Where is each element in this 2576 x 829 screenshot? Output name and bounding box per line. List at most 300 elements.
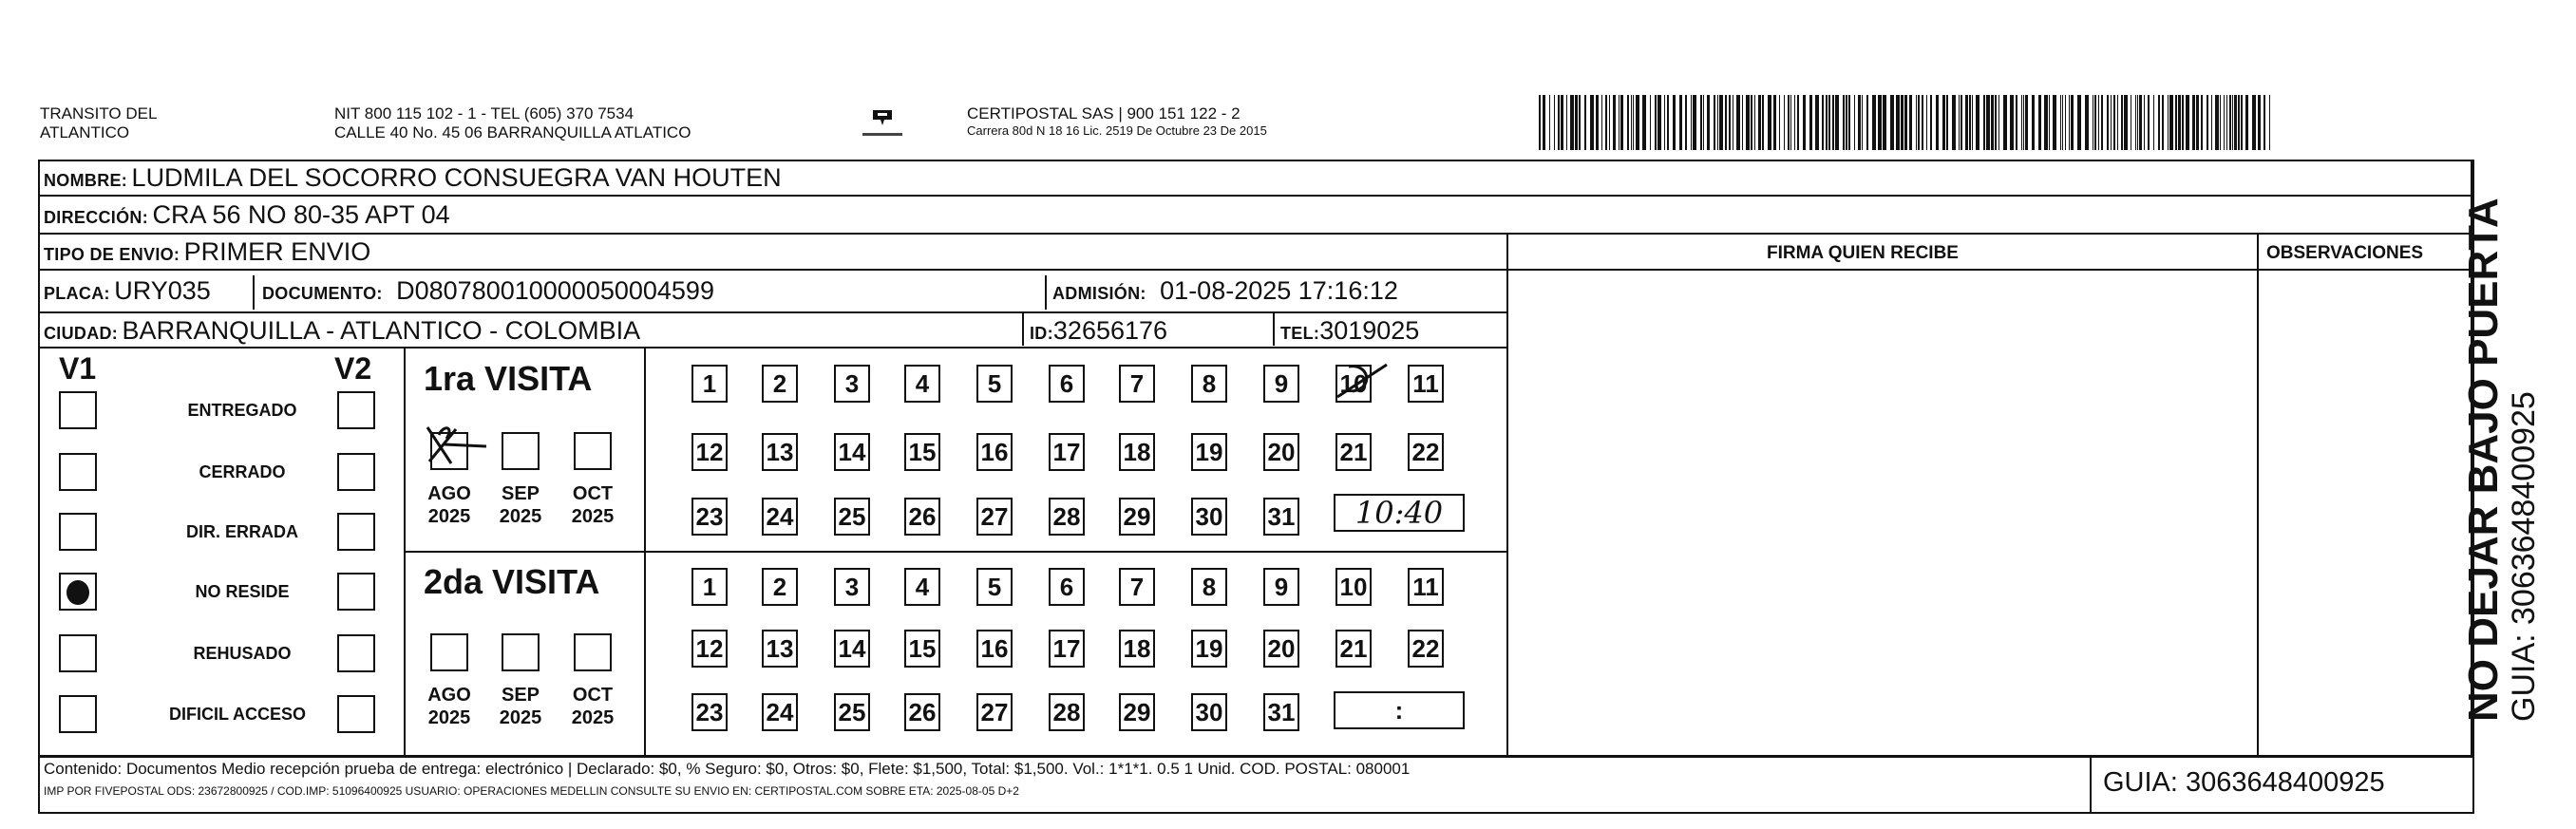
- day-box-1-20[interactable]: 20: [1263, 630, 1299, 668]
- barcode-bar: [1657, 95, 1661, 150]
- day-box-0-25[interactable]: 25: [834, 498, 870, 536]
- month-checkbox-1-1[interactable]: [502, 633, 540, 671]
- barcode-bar: [2220, 95, 2221, 150]
- barcode-bar: [1754, 95, 1755, 150]
- day-box-1-21[interactable]: 21: [1335, 630, 1372, 668]
- day-box-1-19[interactable]: 19: [1191, 630, 1227, 668]
- barcode-bar: [2245, 95, 2248, 150]
- barcode-bar: [2137, 95, 2138, 150]
- nit-line1: NIT 800 115 102 - 1 - TEL (605) 370 7534: [334, 104, 635, 122]
- barcode-bar: [2234, 95, 2237, 150]
- carrier-info: [967, 104, 1267, 139]
- barcode-bar: [1575, 95, 1578, 150]
- ciudad-field: [44, 316, 640, 346]
- barcode-bar: [2003, 95, 2007, 150]
- month-name: AGO: [427, 483, 471, 504]
- ciudad-label: CIUDAD:: [44, 324, 119, 343]
- day-box-0-6[interactable]: 6: [1049, 365, 1085, 403]
- day-box-1-29[interactable]: 29: [1119, 693, 1155, 731]
- tel-label: TEL:: [1280, 324, 1320, 343]
- barcode-bar: [1916, 95, 1917, 150]
- documento-field: [262, 276, 714, 306]
- month-label-0-0: [423, 482, 476, 528]
- second-visit-time: :: [1334, 691, 1465, 729]
- month-year: 2025: [427, 707, 471, 728]
- barcode-bar: [1579, 95, 1581, 150]
- day-box-1-12[interactable]: 12: [691, 630, 728, 668]
- barcode-bar: [1729, 95, 1731, 150]
- barcode-bar: [2269, 95, 2270, 150]
- barcode-bar: [2215, 95, 2219, 150]
- barcode-bar: [1566, 95, 1567, 150]
- barcode-bar: [1693, 95, 1696, 150]
- v1-checkbox-2[interactable]: [59, 513, 97, 551]
- day-box-0-22[interactable]: 22: [1408, 433, 1444, 471]
- day-box-0-30[interactable]: 30: [1191, 498, 1227, 536]
- barcode-bar: [1714, 95, 1715, 150]
- day-box-1-4[interactable]: 4: [904, 568, 940, 606]
- barcode-bar: [2038, 95, 2041, 150]
- barcode-bar: [2263, 95, 2265, 150]
- barcode-bar: [1655, 95, 1657, 150]
- v2-checkbox-3[interactable]: [337, 573, 375, 611]
- day-box-1-8[interactable]: 8: [1191, 568, 1227, 606]
- sender-name: [40, 104, 157, 142]
- barcode-bar: [2158, 95, 2160, 150]
- barcode-bar: [1803, 95, 1806, 150]
- day-box-1-17[interactable]: 17: [1049, 630, 1085, 668]
- barcode-bar: [1613, 95, 1616, 150]
- day-box-1-3[interactable]: 3: [834, 568, 870, 606]
- barcode-bar: [1788, 95, 1790, 150]
- direccion-row: [44, 200, 450, 230]
- day-box-1-25[interactable]: 25: [834, 693, 870, 731]
- barcode-bar: [2207, 95, 2208, 150]
- handwritten-check-ago: [418, 418, 494, 475]
- tipo-label: TIPO DE ENVIO:: [44, 245, 180, 264]
- barcode-bar: [1790, 95, 1791, 150]
- barcode-bar: [2044, 95, 2048, 150]
- barcode-bar: [1717, 95, 1718, 150]
- day-box-0-14[interactable]: 14: [834, 433, 870, 471]
- barcode-bar: [1554, 95, 1555, 150]
- barcode-bar: [1758, 95, 1761, 150]
- month-name: OCT: [572, 685, 614, 706]
- day-box-1-26[interactable]: 26: [904, 693, 940, 731]
- barcode-bar: [1561, 95, 1563, 150]
- barcode-bar: [1976, 95, 1979, 150]
- month-label-0-2: [566, 482, 619, 528]
- barcode-bar: [2025, 95, 2028, 150]
- barcode-bar: [1846, 95, 1847, 150]
- month-name: SEP: [501, 483, 540, 504]
- barcode-bar: [1858, 95, 1861, 150]
- barcode-bar: [1843, 95, 1845, 150]
- barcode-bar: [2124, 95, 2128, 150]
- day-box-0-11[interactable]: 11: [1408, 365, 1444, 403]
- nombre-row: [44, 163, 782, 193]
- carrier-line2: Carrera 80d N 18 16 Lic. 2519 De Octubre 23 De 2015: [967, 123, 1267, 138]
- status-label-3: NO RESIDE: [195, 582, 290, 601]
- day-box-0-8[interactable]: 8: [1191, 365, 1227, 403]
- admision-field: [1052, 276, 1398, 306]
- barcode-bar: [1742, 95, 1743, 150]
- month-checkbox-0-1[interactable]: [502, 432, 540, 470]
- barcode-bar: [1866, 95, 1868, 150]
- barcode-bar: [2060, 95, 2061, 150]
- day-box-0-10[interactable]: 10: [1335, 365, 1372, 403]
- barcode-bar: [2169, 95, 2173, 150]
- barcode-bar: [2252, 95, 2256, 150]
- day-box-1-10[interactable]: 10: [1335, 568, 1372, 606]
- barcode-bar: [1751, 95, 1752, 150]
- barcode-bar: [1558, 95, 1560, 150]
- barcode-bar: [1667, 95, 1669, 150]
- id-value: 32656176: [1052, 316, 1168, 345]
- day-box-0-17[interactable]: 17: [1049, 433, 1085, 471]
- firma-header: FIRMA QUIEN RECIBE: [1767, 243, 1959, 263]
- barcode-bar: [1942, 95, 1945, 150]
- day-box-1-2[interactable]: 2: [762, 568, 798, 606]
- sender-line2: ATLANTICO: [40, 123, 130, 141]
- barcode-bar: [1918, 95, 1920, 150]
- barcode-bar: [1909, 95, 1912, 150]
- day-box-0-21[interactable]: 21: [1335, 433, 1372, 471]
- day-box-0-12[interactable]: 12: [691, 433, 728, 471]
- v2-checkbox-2[interactable]: [337, 513, 375, 551]
- v1-filled-mark: [66, 580, 89, 605]
- v2-header: V2: [334, 351, 372, 386]
- barcode-bar: [2113, 95, 2115, 150]
- day-box-0-19[interactable]: 19: [1191, 433, 1227, 471]
- v1-checkbox-3[interactable]: [59, 573, 97, 611]
- barcode-bar: [2085, 95, 2089, 150]
- barcode-bar: [2016, 95, 2017, 150]
- barcode-bar: [2111, 95, 2112, 150]
- barcode-bar: [2211, 95, 2212, 150]
- day-box-1-1[interactable]: 1: [691, 568, 728, 606]
- barcode-bar: [1826, 95, 1828, 150]
- month-year: 2025: [499, 506, 542, 527]
- first-visit-title: 1ra VISITA: [424, 359, 593, 398]
- barcode-bar: [2241, 95, 2243, 150]
- barcode-bar: [2148, 95, 2150, 150]
- barcode-bar: [1969, 95, 1971, 150]
- day-box-0-15[interactable]: 15: [904, 433, 940, 471]
- barcode-bar: [1633, 95, 1634, 150]
- barcode-bar: [2232, 95, 2233, 150]
- barcode-bar: [1901, 95, 1904, 150]
- day-box-0-24[interactable]: 24: [762, 498, 798, 536]
- barcode-bar: [2094, 95, 2096, 150]
- barcode-bar: [1685, 95, 1687, 150]
- tipo-value: PRIMER ENVIO: [183, 237, 371, 266]
- barcode-bar: [2144, 95, 2145, 150]
- barcode-bar: [1605, 95, 1607, 150]
- day-box-1-18[interactable]: 18: [1119, 630, 1155, 668]
- day-box-1-28[interactable]: 28: [1049, 693, 1085, 731]
- barcode-bar: [1946, 95, 1948, 150]
- status-label-5: DIFICIL ACCESO: [168, 705, 306, 724]
- barcode-bar: [2107, 95, 2109, 150]
- v1-checkbox-1[interactable]: [59, 453, 97, 491]
- barcode-bar: [1549, 95, 1550, 150]
- status-label-0: ENTREGADO: [187, 401, 297, 420]
- month-label-1-0: [423, 684, 476, 729]
- barcode-bar: [1762, 95, 1764, 150]
- side-guia: GUIA: 3063648400925: [2506, 391, 2542, 722]
- barcode-bar: [2162, 95, 2164, 150]
- v2-checkbox-4[interactable]: [337, 634, 375, 672]
- day-box-0-5[interactable]: 5: [976, 365, 1013, 403]
- day-box-0-9[interactable]: 9: [1263, 365, 1299, 403]
- barcode-bar: [1952, 95, 1956, 150]
- barcode-bar: [1590, 95, 1594, 150]
- barcode-bar: [1691, 95, 1692, 150]
- day-box-1-15[interactable]: 15: [904, 630, 940, 668]
- barcode-bar: [1883, 95, 1886, 150]
- day-box-0-13[interactable]: 13: [762, 433, 798, 471]
- barcode-bar: [1854, 95, 1855, 150]
- barcode-bar: [2023, 95, 2024, 150]
- barcode-bar: [1986, 95, 1990, 150]
- day-box-1-14[interactable]: 14: [834, 630, 870, 668]
- status-label-1: CERRADO: [199, 462, 286, 481]
- v1-checkbox-5[interactable]: [59, 695, 97, 733]
- barcode-bar: [1773, 95, 1776, 150]
- second-visit-title: 2da VISITA: [424, 562, 600, 601]
- barcode-bar: [1998, 95, 1999, 150]
- barcode-bar: [1736, 95, 1740, 150]
- barcode-bar: [1872, 95, 1876, 150]
- status-label-2: DIR. ERRADA: [185, 522, 298, 541]
- day-box-1-22[interactable]: 22: [1408, 630, 1444, 668]
- v2-checkbox-1[interactable]: [337, 453, 375, 491]
- barcode-bar: [1707, 95, 1710, 150]
- barcode-bar: [2053, 95, 2056, 150]
- barcode-bar: [1959, 95, 1960, 150]
- placa-label: PLACA:: [44, 284, 110, 303]
- month-label-1-2: [566, 684, 619, 729]
- barcode-bar: [1828, 95, 1830, 150]
- barcode-bar: [1642, 95, 1646, 150]
- barcode-bar: [2238, 95, 2240, 150]
- barcode-bar: [2175, 95, 2177, 150]
- month-checkbox-1-2[interactable]: [574, 633, 612, 671]
- barcode-bar: [2010, 95, 2014, 150]
- barcode-bar: [2032, 95, 2035, 150]
- ciudad-value: BARRANQUILLA - ATLANTICO - COLOMBIA: [122, 316, 641, 345]
- day-box-0-3[interactable]: 3: [834, 365, 870, 403]
- day-box-0-2[interactable]: 2: [762, 365, 798, 403]
- barcode-bar: [1768, 95, 1771, 150]
- barcode-bar: [2153, 95, 2154, 150]
- day-box-0-16[interactable]: 16: [976, 433, 1013, 471]
- barcode-bar: [1926, 95, 1927, 150]
- id-label: ID:: [1030, 324, 1053, 343]
- barcode-bar: [1972, 95, 1973, 150]
- day-box-1-5[interactable]: 5: [976, 568, 1013, 606]
- day-box-0-31[interactable]: 31: [1263, 498, 1299, 536]
- barcode-bar: [2065, 95, 2066, 150]
- day-box-1-30[interactable]: 30: [1191, 693, 1227, 731]
- barcode-bar: [1596, 95, 1599, 150]
- barcode-bar: [1703, 95, 1704, 150]
- barcode-bar: [2117, 95, 2118, 150]
- handwritten-mark-10: [1330, 359, 1406, 403]
- day-box-1-16[interactable]: 16: [976, 630, 1013, 668]
- day-box-1-6[interactable]: 6: [1049, 568, 1085, 606]
- day-box-0-18[interactable]: 18: [1119, 433, 1155, 471]
- month-label-0-1: [494, 482, 547, 528]
- side-warning: NO DEJAR BAJO PUERTA: [2460, 198, 2507, 722]
- nombre-value: LUDMILA DEL SOCORRO CONSUEGRA VAN HOUTEN: [131, 163, 782, 192]
- barcode-bar: [2192, 95, 2195, 150]
- barcode-bar: [1650, 95, 1651, 150]
- barcode-bar: [1631, 95, 1632, 150]
- observaciones-header: OBSERVACIONES: [2266, 243, 2424, 263]
- day-box-0-27[interactable]: 27: [976, 498, 1013, 536]
- barcode-bar: [2224, 95, 2225, 150]
- admision-value: 01-08-2025 17:16:12: [1160, 276, 1398, 305]
- barcode-bar: [1862, 95, 1863, 150]
- day-box-1-7[interactable]: 7: [1119, 568, 1155, 606]
- day-box-0-28[interactable]: 28: [1049, 498, 1085, 536]
- v1-checkbox-0[interactable]: [59, 391, 97, 429]
- barcode-bar: [2121, 95, 2123, 150]
- barcode-bar: [2201, 95, 2203, 150]
- day-box-1-9[interactable]: 9: [1263, 568, 1299, 606]
- barcode-bar: [1539, 95, 1541, 150]
- month-name: AGO: [427, 685, 471, 706]
- footer-imp: IMP POR FIVEPOSTAL ODS: 23672800925 / COD.IMP: 51096400925 USUARIO: OPERACIONES MEDELLIN CONSULTE SU ENVIO EN: CERTIPOSTAL.COM SOBRE ETA: 2025-08-05 D+2: [44, 784, 1019, 798]
- barcode-bar: [1904, 95, 1907, 150]
- barcode-bar: [1991, 95, 1994, 150]
- barcode-bar: [2182, 95, 2184, 150]
- v2-checkbox-5[interactable]: [337, 695, 375, 733]
- placa-value: URY035: [114, 276, 211, 305]
- barcode-bar: [1673, 95, 1676, 150]
- barcode-bar: [2062, 95, 2063, 150]
- month-year: 2025: [499, 707, 542, 728]
- carrier-logo: [859, 106, 906, 144]
- barcode-bar: [1543, 95, 1545, 150]
- barcode-bar: [1822, 95, 1824, 150]
- month-checkbox-0-2[interactable]: [574, 432, 612, 470]
- sender-line1: TRANSITO DEL: [40, 104, 158, 122]
- day-box-1-13[interactable]: 13: [762, 630, 798, 668]
- v1-checkbox-4[interactable]: [59, 634, 97, 672]
- day-box-1-31[interactable]: 31: [1263, 693, 1299, 731]
- footer-contenido: Contenido: Documentos Medio recepción prueba de entrega: electrónico | Declarado: $0, % Seguro: $0, Otros: $0, Flete: $1,500, Total: $1,500. Vol.: 1*1*1. 0.5 1 Unid. COD. POSTAL: 080001: [44, 760, 1411, 778]
- month-year: 2025: [571, 707, 615, 728]
- barcode-bar: [2021, 95, 2022, 150]
- barcode: [1539, 95, 2276, 150]
- barcode-bar: [1995, 95, 1997, 150]
- barcode-bar: [2049, 95, 2050, 150]
- barcode-bar: [1965, 95, 1968, 150]
- direccion-value: CRA 56 NO 80-35 APT 04: [152, 200, 450, 229]
- direccion-label: DIRECCIÓN:: [44, 208, 148, 227]
- documento-label: DOCUMENTO:: [262, 284, 383, 303]
- barcode-bar: [1627, 95, 1629, 150]
- footer-guia: GUIA: 3063648400925: [2103, 767, 2385, 798]
- id-field: [1030, 316, 1167, 346]
- v2-checkbox-0[interactable]: [337, 391, 375, 429]
- day-box-0-4[interactable]: 4: [904, 365, 940, 403]
- barcode-bar: [1620, 95, 1623, 150]
- barcode-bar: [1601, 95, 1602, 150]
- barcode-bar: [2229, 95, 2231, 150]
- day-box-1-11[interactable]: 11: [1408, 568, 1444, 606]
- documento-value: D080780010000050004599: [396, 276, 714, 305]
- day-box-0-1[interactable]: 1: [691, 365, 728, 403]
- barcode-bar: [2077, 95, 2081, 150]
- barcode-bar: [2178, 95, 2181, 150]
- status-label-4: REHUSADO: [193, 644, 292, 663]
- barcode-bar: [2226, 95, 2227, 150]
- barcode-bar: [2168, 95, 2169, 150]
- barcode-bar: [1679, 95, 1682, 150]
- barcode-bar: [1779, 95, 1780, 150]
- barcode-bar: [2101, 95, 2103, 150]
- nit-line2: CALLE 40 No. 45 06 BARRANQUILLA ATLATICO: [334, 123, 691, 141]
- carrier-line1: CERTIPOSTAL SAS | 900 151 122 - 2: [967, 104, 1241, 122]
- barcode-bar: [1570, 95, 1574, 150]
- barcode-bar: [1609, 95, 1610, 150]
- barcode-bar: [1700, 95, 1702, 150]
- first-visit-time: 10:40: [1334, 494, 1465, 532]
- barcode-bar: [1794, 95, 1795, 150]
- barcode-bar: [1930, 95, 1932, 150]
- barcode-bar: [1890, 95, 1894, 150]
- barcode-bar: [1664, 95, 1665, 150]
- admision-label: ADMISIÓN:: [1052, 284, 1146, 303]
- day-box-0-23[interactable]: 23: [691, 498, 728, 536]
- barcode-bar: [1719, 95, 1723, 150]
- day-box-1-23[interactable]: 23: [691, 693, 728, 731]
- tel-value: 3019025: [1319, 316, 1420, 345]
- day-box-0-7[interactable]: 7: [1119, 365, 1155, 403]
- barcode-bar: [2186, 95, 2189, 150]
- month-label-1-1: [494, 684, 547, 729]
- day-box-1-24[interactable]: 24: [762, 693, 798, 731]
- barcode-bar: [1922, 95, 1923, 150]
- barcode-bar: [2071, 95, 2074, 150]
- month-year: 2025: [427, 506, 471, 527]
- barcode-bar: [2258, 95, 2261, 150]
- barcode-bar: [1960, 95, 1962, 150]
- placa-field: [44, 276, 211, 306]
- tipo-row: [44, 237, 370, 267]
- day-box-0-26[interactable]: 26: [904, 498, 940, 536]
- barcode-bar: [1848, 95, 1850, 150]
- day-box-0-29[interactable]: 29: [1119, 498, 1155, 536]
- barcode-bar: [2196, 95, 2199, 150]
- barcode-bar: [1835, 95, 1839, 150]
- barcode-bar: [1896, 95, 1900, 150]
- barcode-bar: [1636, 95, 1639, 150]
- barcode-bar: [2069, 95, 2070, 150]
- day-box-1-27[interactable]: 27: [976, 693, 1013, 731]
- month-name: SEP: [501, 685, 540, 706]
- day-box-0-20[interactable]: 20: [1263, 433, 1299, 471]
- barcode-bar: [2098, 95, 2099, 150]
- barcode-bar: [1584, 95, 1586, 150]
- side-text: [2462, 198, 2542, 722]
- barcode-bar: [1746, 95, 1750, 150]
- month-checkbox-1-0[interactable]: [430, 633, 468, 671]
